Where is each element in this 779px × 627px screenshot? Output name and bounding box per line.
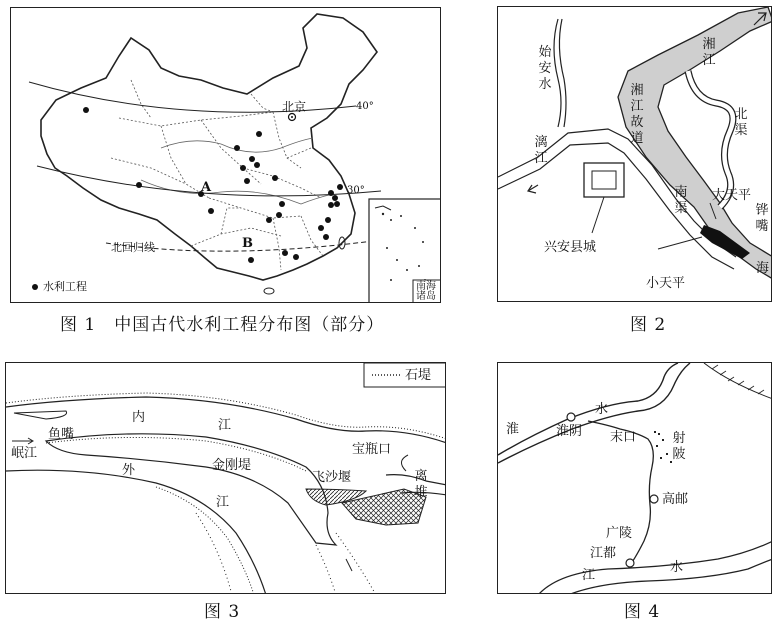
water-project-dot — [279, 201, 285, 207]
latitude-40-line — [29, 82, 356, 112]
legend-label: 石堤 — [405, 368, 432, 383]
sheyang-label: 射陂 — [672, 431, 686, 462]
water-project-dot — [83, 107, 89, 113]
hainan-shape — [264, 288, 274, 294]
small-tianping-label: 小天平 — [646, 276, 686, 291]
xiang-jiang-label: 湘江 — [702, 37, 716, 68]
water-project-dot — [282, 250, 288, 256]
fig4-hangou-panel — [497, 362, 772, 594]
outer-jiang-label: 江 — [216, 495, 230, 510]
inner-label: 内 — [132, 410, 146, 425]
big-tianping-label: 大天平 — [712, 188, 752, 203]
yuzui-island — [14, 411, 67, 419]
water-project-dot — [276, 212, 282, 218]
jiang-label: 江 — [582, 568, 596, 583]
fig1-caption: 图 1 中国古代水利工程分布图（部分） — [60, 315, 385, 335]
china-outline — [41, 14, 377, 280]
outer-label: 外 — [122, 463, 136, 478]
mokou-label: 末口 — [610, 430, 637, 445]
legend-label: 水利工程 — [43, 280, 87, 293]
min-jiang-label: 岷江 — [11, 446, 38, 461]
water-project-dot — [325, 217, 331, 223]
water-project-dot — [272, 175, 278, 181]
tropic-label: 北回归线 — [111, 241, 155, 254]
huai-label: 淮 — [506, 422, 520, 437]
county-label: 兴安县城 — [544, 240, 597, 255]
water-project-dot — [334, 201, 340, 207]
inset-label: 南海诸岛 — [416, 281, 436, 302]
jiangdu-marker — [626, 559, 634, 567]
south-canal-label: 南渠 — [674, 185, 688, 216]
water-project-dot — [318, 225, 324, 231]
lat40-label: 40° — [356, 101, 374, 112]
fig3-dujiangyan-panel — [5, 362, 446, 594]
fig3-caption: 图 3 — [204, 602, 241, 622]
fig2-caption: 图 2 — [630, 315, 667, 335]
gaoyou-label: 高邮 — [662, 492, 689, 507]
north-canal-label: 北渠 — [734, 107, 748, 138]
point-b-label: B — [242, 236, 253, 251]
lat30-label: 30° — [347, 185, 365, 196]
coast-hatching — [712, 365, 764, 394]
water-project-dot — [256, 131, 262, 137]
water-project-dot — [244, 178, 250, 184]
water-project-dot — [328, 202, 334, 208]
jingang-island — [46, 434, 336, 545]
water-project-dot — [234, 145, 240, 151]
legend-dot-icon — [32, 284, 38, 290]
gaoyou-marker — [650, 495, 658, 503]
huaiyin-marker — [567, 413, 575, 421]
south-bank — [6, 470, 266, 594]
lidui-label: 离堆 — [414, 469, 428, 500]
shian-label: 始安水 — [538, 45, 552, 92]
water-project-dot — [254, 162, 260, 168]
huaiyin-label: 淮阴 — [556, 424, 583, 439]
yangtze-river — [538, 541, 772, 594]
point-a-label: A — [201, 180, 212, 195]
china-map-drawing — [11, 8, 441, 303]
water-project-dot — [323, 234, 329, 240]
sheyang-lake — [654, 431, 672, 463]
feisha-label: 飞沙堰 — [312, 470, 352, 485]
water-project-dot — [240, 165, 246, 171]
dujiangyan-drawing — [6, 363, 446, 594]
water-project-dot — [136, 182, 142, 188]
xiang-old-label: 湘江故道 — [630, 83, 644, 146]
yuzui-label: 鱼嘴 — [48, 427, 75, 442]
fig1-map-panel — [10, 7, 441, 303]
water-project-dot — [337, 184, 343, 190]
hai-label: 海 — [756, 261, 770, 276]
li-jiang-label: 漓江 — [534, 135, 548, 166]
jingang-label: 金刚堤 — [212, 458, 252, 473]
baoping-label: 宝瓶口 — [352, 442, 392, 457]
inner-jiang-label: 江 — [218, 418, 232, 433]
water-project-dot — [266, 217, 272, 223]
beijing-label: 北京 — [282, 100, 307, 114]
water-project-dot — [208, 208, 214, 214]
water-project-dot — [293, 254, 299, 260]
huazui-label: 铧嘴 — [755, 203, 769, 234]
fig4-caption: 图 4 — [624, 602, 661, 622]
water-project-dot — [249, 156, 255, 162]
jiangdu-label: 江都 — [590, 546, 617, 561]
guangling-label: 广陵 — [606, 526, 633, 541]
shui-top-label: 水 — [595, 402, 609, 417]
shui-bottom-label: 水 — [670, 560, 684, 575]
fig2-lingqu-panel — [497, 6, 772, 302]
hangou-drawing — [498, 363, 772, 594]
water-project-dot — [248, 257, 254, 263]
